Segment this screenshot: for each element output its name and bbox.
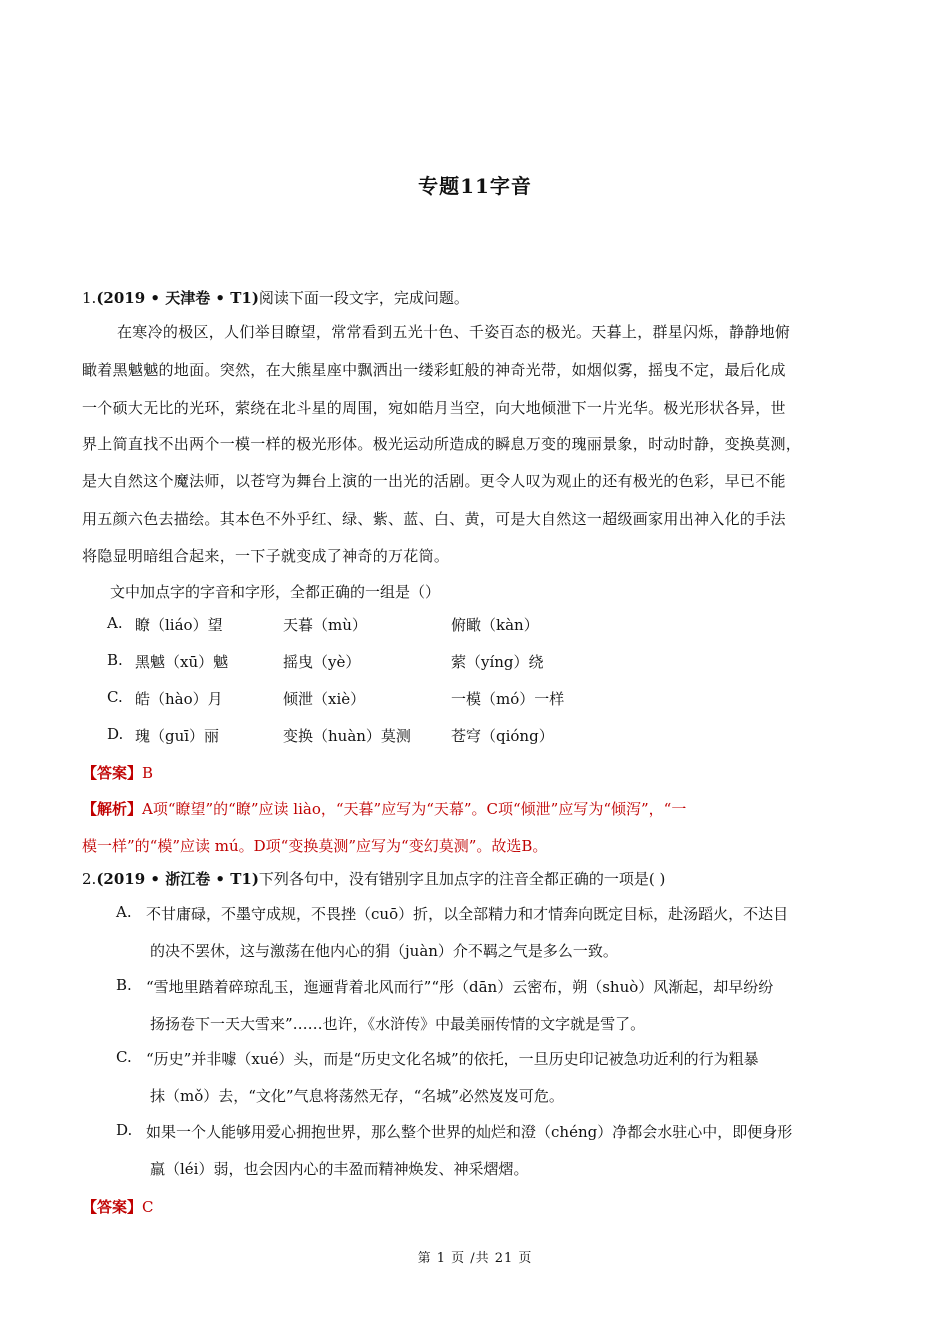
option-text: 不甘庸碌，不墨守成规，不畏挫（cuō）折，以全部精力和才情奔向既定目标，赴汤蹈火，不达目	[146, 905, 789, 923]
option-item: 天暮（mù）	[283, 616, 367, 634]
answer-line	[82, 762, 153, 783]
passage-line: 一个硕大无比的光环，萦绕在北斗星的周围，宛如皓月当空，向大地倾泄下一片光华。极光形状各异，世	[82, 399, 786, 417]
option-letter: C.	[116, 1048, 132, 1066]
option-text: 如果一个人能够用爱心拥抱世界，那么整个世界的灿烂和澄（chéng）净都会水驻心中，即便身形	[146, 1123, 793, 1141]
option-item: 萦（yíng）绕	[451, 653, 544, 671]
option-letter: C.	[107, 688, 123, 706]
option-text: 扬扬卷下一天大雪来”……也许，《水浒传》中最美丽传情的文字就是雪了。	[150, 1015, 646, 1033]
option-text: 的决不罢休，这与激荡在他内心的狷（juàn）介不羁之气是多么一致。	[150, 942, 618, 960]
option-item: 皓（hào）月	[135, 690, 223, 708]
answer-value: B	[142, 764, 154, 782]
option-text: 羸（léi）弱，也会因内心的丰盈而精神焕发、神采熠熠。	[150, 1160, 529, 1178]
question-1-header	[82, 287, 469, 308]
option-letter: A.	[116, 903, 132, 921]
option-letter: B.	[107, 651, 123, 669]
option-letter: A.	[107, 614, 123, 632]
analysis-line	[82, 798, 686, 819]
analysis-line: 模一样”的“模”应读 mú。D项“变换莫测”应写为“变幻莫测”。故选B。	[82, 837, 548, 855]
question-stem: 文中加点字的字音和字形，全都正确的一组是（）	[110, 583, 441, 601]
option-item: 苍穹（qióng）	[451, 727, 554, 745]
answer-label: 【答案】	[82, 1198, 143, 1216]
option-item: 倾泄（xiè）	[283, 690, 366, 708]
option-text: 抹（mǒ）去，“文化”气息将荡然无存，“名城”必然岌岌可危。	[150, 1087, 564, 1105]
question-number: 2.	[82, 870, 97, 888]
option-item: 瑰（guī）丽	[135, 727, 220, 745]
passage-line: 瞰着黑魆魆的地面。突然，在大熊星座中飘洒出一缕彩虹般的神奇光带，如烟似雾，摇曳不定，最后化成	[82, 361, 786, 379]
passage-line: 是大自然这个魔法师，以苍穹为舞台上演的一出光的活剧。更令人叹为观止的还有极光的色彩，早已不能	[82, 472, 786, 490]
passage-line: 界上简直找不出两个一模一样的极光形体。极光运动所造成的瞬息万变的瑰丽景象，时动时静，变换莫测，	[82, 435, 802, 453]
passage-line: 将隐显明暗组合起来，一下子就变成了神奇的万花筒。	[82, 547, 450, 565]
answer-value: C	[142, 1198, 154, 1216]
option-letter: B.	[116, 976, 132, 994]
question-source: (2019 • 浙江卷 • T1)	[96, 870, 259, 888]
option-letter: D.	[107, 725, 124, 743]
option-item: 一模（mó）一样	[451, 690, 565, 708]
option-item: 黑魆（xū）魆	[135, 653, 229, 671]
analysis-label: 【解析】	[82, 800, 143, 818]
analysis-text: A项“瞭望”的“瞭”应读 liào，“天暮”应写为“天幕”。C项“倾泄”应写为“倾泻”，“一	[142, 800, 687, 818]
answer-line	[82, 1196, 154, 1217]
option-letter: D.	[116, 1121, 133, 1139]
passage-line: 用五颜六色去描绘。其本色不外乎红、绿、紫、蓝、白、黄，可是大自然这一超级画家用出神入化的手法	[82, 510, 786, 528]
option-item: 摇曳（yè）	[283, 653, 361, 671]
question-prompt: 阅读下面一段文字，完成问题。	[258, 289, 469, 307]
question-source: (2019 • 天津卷 • T1)	[96, 289, 259, 307]
option-item: 瞭（liáo）望	[135, 616, 223, 634]
option-item: 变换（huàn）莫测	[283, 727, 411, 745]
question-2-header	[82, 868, 665, 889]
page-footer: 第 1 页 /共 21 页	[417, 1251, 533, 1266]
option-item: 俯瞰（kàn）	[451, 616, 539, 634]
page-title: 专题11字音	[418, 174, 532, 198]
question-number: 1.	[82, 289, 97, 307]
option-text: “历史”并非噱（xué）头，而是“历史文化名城”的依托，一旦历史印记被急功近利的行为粗暴	[146, 1050, 759, 1068]
passage-line: 在寒冷的极区，人们举目瞭望，常常看到五光十色、千姿百态的极光。天暮上，群星闪烁，静静地俯	[117, 323, 791, 341]
answer-label: 【答案】	[82, 764, 143, 782]
option-text: “雪地里踏着碎琼乱玉，迤逦背着北风而行”“彤（dān）云密布，朔（shuò）风渐起，却早纷纷	[146, 978, 774, 996]
question-prompt: 下列各句中，没有错别字且加点字的注音全都正确的一项是( )	[258, 870, 666, 888]
